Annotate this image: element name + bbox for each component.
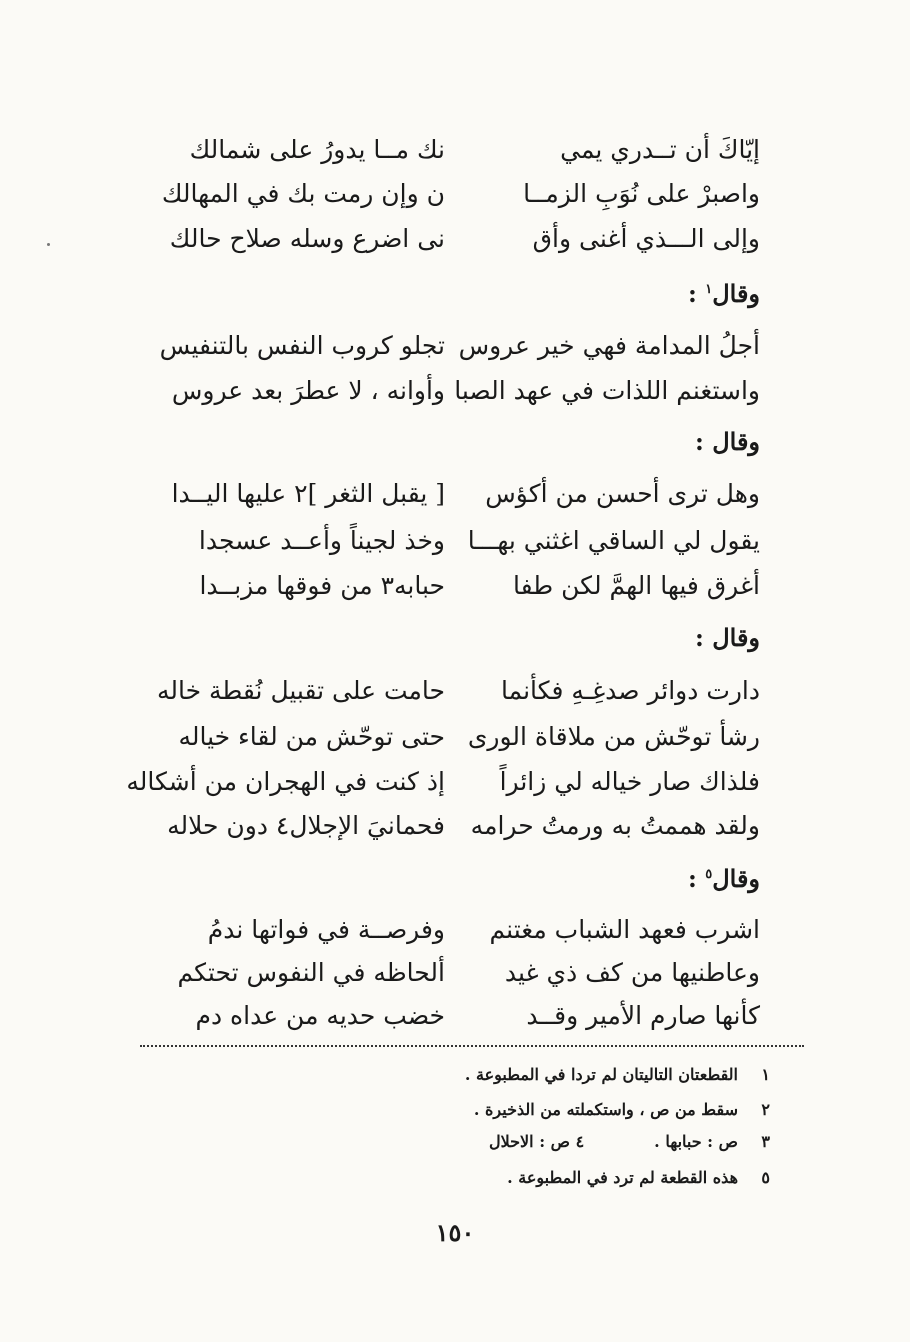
- second-hemistich: وأوانه ، لا عطرَ بعد عروس: [171, 376, 445, 405]
- second-hemistich: نى اضرع وسله صلاح حالك: [169, 224, 445, 253]
- verse-line: [150, 717, 760, 757]
- heading-text: وقال: [712, 279, 760, 308]
- second-hemistich: نك مــا يدورُ على شمالك: [189, 135, 445, 164]
- footnote-marker: ٥: [705, 867, 713, 882]
- section-heading: وقال :: [694, 427, 760, 456]
- footnote-number: ١: [761, 1065, 770, 1084]
- footnote-text: القطعتان التاليتان لم تردا في المطبوعة .: [464, 1065, 738, 1084]
- second-hemistich: وخذ لجيناً وأعــد عسجدا: [198, 526, 445, 555]
- first-hemistich: وعاطنيها من كف ذي غيد: [504, 958, 760, 987]
- second-hemistich: ألحاظه في النفوس تحتكم: [177, 958, 445, 987]
- section-heading: وقال$^١$ :: [687, 279, 760, 308]
- footnote: [474, 1096, 770, 1124]
- second-hemistich: حتى توحّش من لقاء خياله: [178, 722, 445, 751]
- verse-line: [150, 371, 760, 411]
- second-hemistich: تجلو كروب النفس بالتنفيس: [159, 331, 445, 360]
- heading-text: وقال: [712, 623, 760, 652]
- verse-line: [150, 130, 760, 170]
- first-hemistich: وهل ترى أحسن من أكؤس: [485, 479, 760, 508]
- first-hemistich: واصبرْ على نُوَبِ الزمــا: [523, 179, 760, 208]
- first-hemistich: اشرب فعهد الشباب مغتنم: [489, 915, 760, 944]
- page-number: ١٥٠: [435, 1218, 475, 1247]
- first-hemistich: ولقد هممتُ به ورمتُ حرامه: [470, 811, 760, 840]
- footnote-separator: [140, 1045, 804, 1047]
- section-heading: وقال :: [694, 623, 760, 652]
- footnote: [507, 1164, 770, 1192]
- first-hemistich: إيّاكَ أن تــدري يمي: [560, 135, 760, 164]
- heading-text: وقال: [712, 864, 760, 893]
- verse-line: [150, 806, 760, 846]
- verse-line: [150, 174, 760, 214]
- footnote-number: ٣: [761, 1132, 770, 1151]
- verse-line: [150, 521, 760, 561]
- first-hemistich: أجلُ المدامة فهي خير عروس: [458, 331, 760, 360]
- second-hemistich: خضب حديه من عداه دم: [195, 1001, 445, 1030]
- footnote-number: ٢: [761, 1100, 770, 1119]
- footnote: [465, 1061, 770, 1089]
- first-hemistich: رشأ توحّش من ملاقاة الورى: [467, 722, 760, 751]
- second-hemistich: وفرصــة في فواتها ندمُ: [207, 915, 445, 944]
- first-hemistich: يقول لي الساقي اغثني بهـــا: [467, 526, 760, 555]
- first-hemistich: أغرق فيها الهمَّ لكن طفا: [513, 571, 760, 600]
- footnote-text: هذه القطعة لم ترد في المطبوعة .: [507, 1168, 738, 1187]
- verse-line: [150, 953, 760, 993]
- footnote-number: ٥: [761, 1168, 770, 1187]
- verse-line: [150, 566, 760, 606]
- first-hemistich: واستغنم اللذات في عهد الصبا: [454, 376, 760, 405]
- second-hemistich: ن وإن رمت بك في المهالك: [161, 179, 445, 208]
- verse-line: [150, 219, 760, 259]
- verse-line: [150, 474, 760, 514]
- first-hemistich: فلذاك صار خياله لي زائراً: [499, 767, 760, 796]
- second-hemistich: حبابه٣ من فوقها مزبــدا: [199, 571, 445, 600]
- paper-speck: [47, 243, 50, 246]
- section-heading: وقال$^٥$ :: [687, 864, 760, 893]
- verse-line: [126, 762, 760, 802]
- footnote-text: ٤ ص : الاحلال: [488, 1132, 585, 1151]
- verse-line: [150, 326, 760, 366]
- footnote: [489, 1128, 770, 1156]
- verse-line: [150, 671, 760, 711]
- second-hemistich: حامت على تقبيل نُقطة خاله: [156, 676, 445, 705]
- verse-line: [150, 996, 760, 1036]
- second-hemistich: [ يقبل الثغر ]٢ عليها اليــدا: [171, 479, 445, 508]
- second-hemistich: فحمانيَ الإجلال٤ دون حلاله: [167, 811, 445, 840]
- verse-line: [150, 910, 760, 950]
- heading-text: وقال: [712, 427, 760, 456]
- footnote-text: ص : حبابها .: [654, 1132, 738, 1151]
- first-hemistich: وإلى الـــذي أغنى وأق: [532, 224, 760, 253]
- second-hemistich: إذ كنت في الهجران من أشكاله: [126, 767, 445, 796]
- footnote-text: سقط من ص ، واستكملته من الذخيرة .: [473, 1100, 738, 1119]
- footnote-marker: ١: [705, 282, 713, 297]
- first-hemistich: كأنها صارم الأمير وقــد: [526, 1001, 760, 1030]
- first-hemistich: دارت دوائر صدغِـهِ فكأنما: [501, 676, 760, 705]
